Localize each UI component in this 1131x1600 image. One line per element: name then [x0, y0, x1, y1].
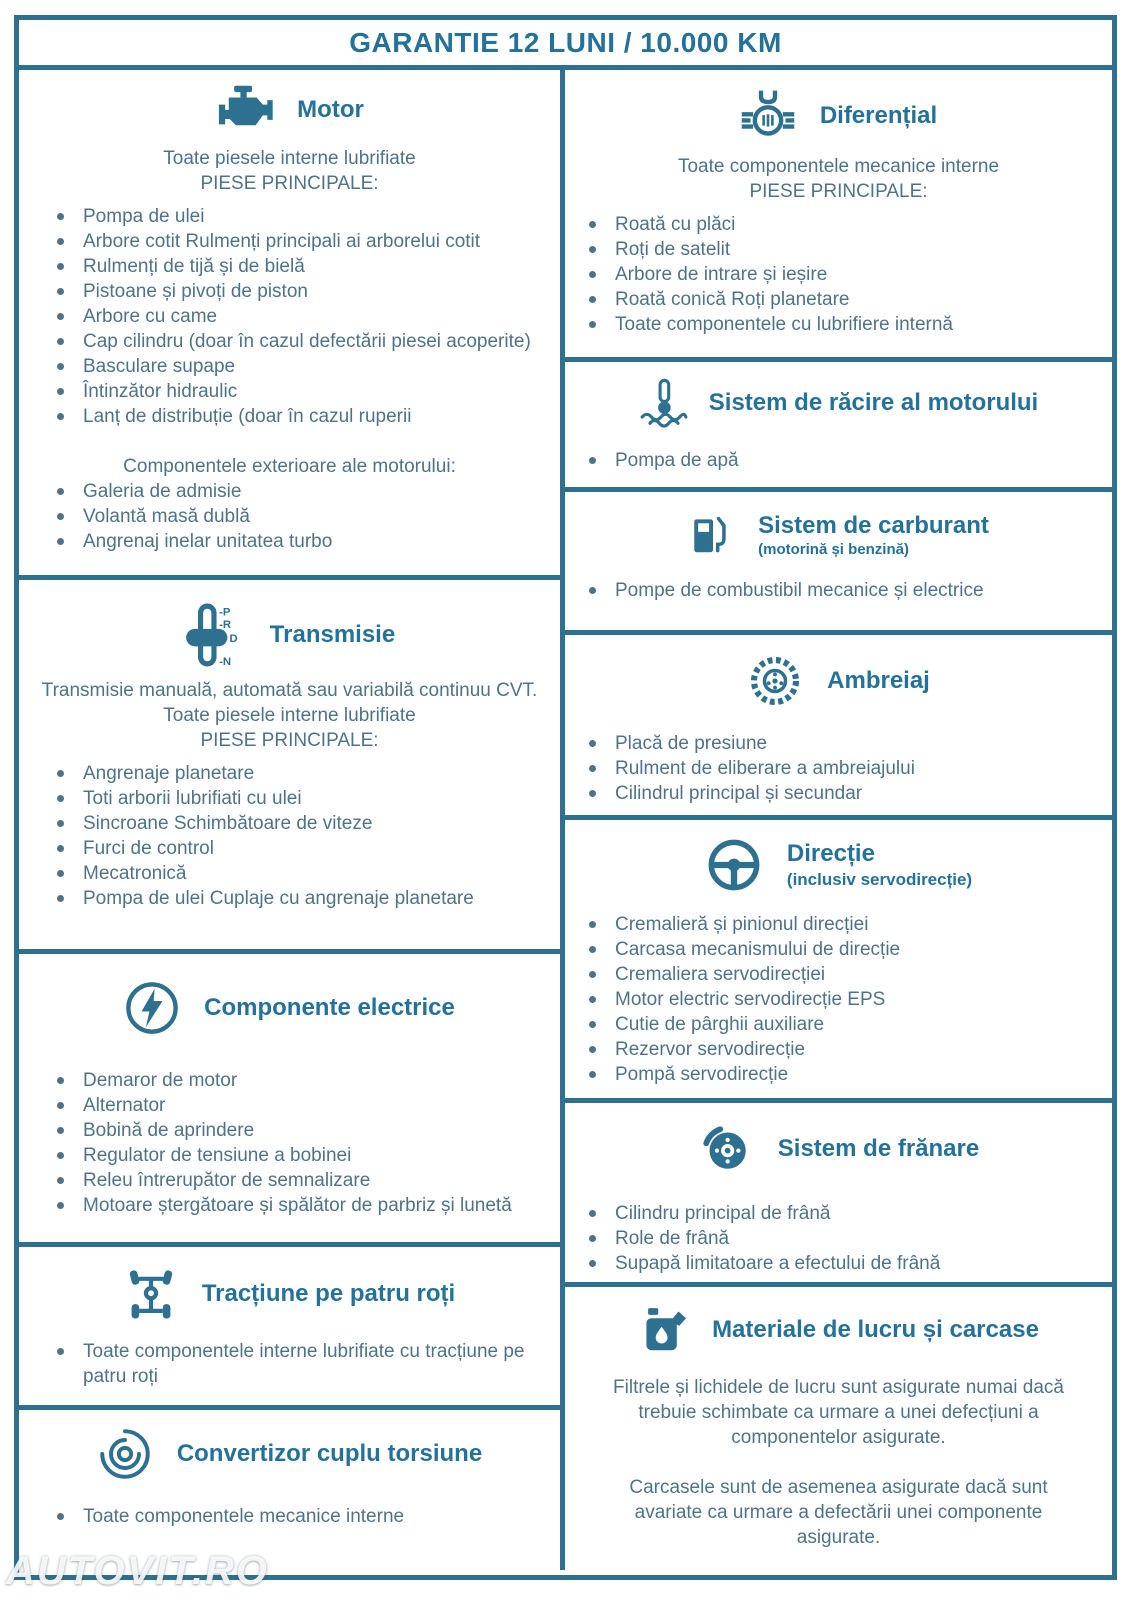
header-banner: [19, 20, 1112, 70]
list-item: Motoare ștergătoare și spălător de parbriz și lunetă: [83, 1193, 542, 1218]
columns: [19, 70, 1112, 1570]
list-item: Toate componentele interne lubrifiate cu tracțiune pe patru roți: [83, 1339, 542, 1389]
section-title: Convertizor cuplu torsiune: [176, 1440, 483, 1468]
section-items: [565, 1201, 1112, 1276]
list-item: Arbore de intrare și ieșire: [615, 262, 1096, 287]
svg-text:D: D: [229, 633, 238, 646]
clutch-disc-icon: [747, 653, 803, 709]
list-item: Rezervor servodirecție: [615, 1037, 1096, 1062]
lightning-icon: [124, 980, 180, 1036]
section-items: [19, 1504, 560, 1529]
svg-text:-P: -P: [218, 606, 231, 619]
brake-disc-icon: [698, 1121, 754, 1177]
fuel-pump-icon: [688, 508, 738, 562]
text-line: Transmisie manuală, automată sau variabilă continuu CVT.: [41, 680, 538, 701]
section-title: Diferențial: [819, 102, 938, 130]
section-title: Ambreiaj: [827, 667, 930, 695]
list-item: Pompă servodirecție: [615, 1062, 1096, 1087]
section-title: Componente electrice: [204, 994, 455, 1022]
torque-converter-icon: [97, 1426, 153, 1482]
section-items: [19, 1068, 560, 1218]
section-tractiune: [19, 1247, 560, 1410]
section-transmisie: [19, 580, 560, 954]
text-line: Componentele exterioare ale motorului:: [123, 456, 456, 477]
list-item: Pompa de ulei: [83, 204, 542, 229]
section-ambreiaj: [565, 635, 1112, 820]
oil-canister-icon: [638, 1303, 692, 1357]
section-items: [565, 578, 1112, 603]
list-item: Pompe de combustibil mecanice și electrice: [615, 578, 1096, 603]
section-items: [19, 1339, 560, 1389]
thermometer-icon: [639, 376, 689, 430]
section-diferential: [565, 70, 1112, 362]
left-column: [19, 70, 565, 1570]
list-item: Toate componentele mecanice interne: [83, 1504, 542, 1529]
section-header: [19, 1410, 560, 1482]
list-item: Furci de control: [83, 836, 542, 861]
list-item: Roată cu plăci: [615, 212, 1096, 237]
svg-text:-R: -R: [218, 618, 231, 631]
text-line: Toate componentele mecanice interne: [677, 156, 1000, 177]
section-header: [19, 1247, 560, 1323]
list-item: Regulator de tensiune a bobinei: [83, 1143, 542, 1168]
list-item: Role de frână: [615, 1226, 1096, 1251]
section-carburant: [565, 492, 1112, 635]
list-item: Angrenaje planetare: [83, 761, 542, 786]
list-item: Placă de presiune: [615, 731, 1096, 756]
section-header: [565, 635, 1112, 709]
section-subtitle: (inclusiv servodirecție): [786, 869, 973, 889]
section-items-secondary: [19, 479, 560, 554]
section-franare: [565, 1103, 1112, 1287]
section-intro: [565, 154, 1112, 204]
list-item: Cremaliera servodirecției: [615, 962, 1096, 987]
differential-icon: [740, 88, 796, 144]
section-items: [19, 761, 560, 911]
list-item: Lanț de distribuție (doar în cazul ruperii: [83, 404, 542, 429]
section-subtitle: (motorină și benzină): [758, 541, 909, 559]
list-item: Demaror de motor: [83, 1068, 542, 1093]
section-header: [565, 1103, 1112, 1177]
section-intro: [19, 678, 560, 753]
list-item: Bobină de aprindere: [83, 1118, 542, 1143]
list-item: Pompa de ulei Cuplaje cu angrenaje planetare: [83, 886, 542, 911]
section-items: [565, 212, 1112, 337]
list-item: Mecatronică: [83, 861, 542, 886]
section-items: [565, 731, 1112, 806]
section-items: [565, 912, 1112, 1087]
section-header: [565, 820, 1112, 894]
section-directie: [565, 820, 1112, 1103]
list-item: Cutie de pârghii auxiliare: [615, 1012, 1096, 1037]
list-item: Arbore cotit Rulmenți principali ai arborelui cotit: [83, 229, 542, 254]
svg-text:-N: -N: [218, 655, 231, 668]
list-item: Motor electric servodirecție EPS: [615, 987, 1096, 1012]
list-item: Angrenaj inelar unitatea turbo: [83, 529, 542, 554]
section-convertizor: [19, 1410, 560, 1570]
list-item: Cilindrul principal și secundar: [615, 781, 1096, 806]
section-header: [19, 954, 560, 1036]
list-item: Releu întrerupător de semnalizare: [83, 1168, 542, 1193]
page-title: GARANTIE 12 LUNI / 10.000 KM: [349, 26, 782, 58]
steering-wheel-icon: [705, 836, 763, 894]
list-item: Sincroane Schimbătoare de viteze: [83, 811, 542, 836]
text-line: PIESE PRINCIPALE:: [200, 730, 379, 751]
text-line: Carcasele sunt de asemenea asigurate dacă sunt avariate ca urmare a defectării unei componente asigurate.: [629, 1477, 1048, 1548]
list-item: Pistoane și pivoți de piston: [83, 279, 542, 304]
text-line: Toate piesele interne lubrifiate: [163, 148, 416, 169]
list-item: Basculare supape: [83, 354, 542, 379]
section-header: [19, 580, 560, 668]
section-subheading: [19, 454, 560, 479]
section-title: Direcție: [786, 840, 875, 868]
section-header: [565, 1287, 1112, 1357]
section-title: Materiale de lucru și carcase: [712, 1316, 1039, 1344]
section-title: Transmisie: [269, 621, 396, 649]
text-line: Toate piesele interne lubrifiate: [163, 705, 416, 726]
list-item: Volantă masă dublă: [83, 504, 542, 529]
section-title: Motor: [297, 96, 364, 124]
section-materiale: [565, 1287, 1112, 1570]
four-wheel-drive-icon: [124, 1265, 178, 1323]
list-item: Carcasa mecanismului de direcție: [615, 937, 1096, 962]
text-line: PIESE PRINCIPALE:: [749, 181, 928, 202]
list-item: Cilindru principal de frână: [615, 1201, 1096, 1226]
section-header: [565, 70, 1112, 144]
engine-icon: [215, 84, 273, 136]
list-item: Întinzător hidraulic: [83, 379, 542, 404]
list-item: Arbore cu came: [83, 304, 542, 329]
section-motor: [19, 70, 560, 580]
section-header: [19, 70, 560, 136]
list-item: Rulmenți de tijă și de bielă: [83, 254, 542, 279]
text-line: PIESE PRINCIPALE:: [200, 173, 379, 194]
section-items: [19, 204, 560, 429]
list-item: Rulment de eliberare a ambreiajului: [615, 756, 1096, 781]
section-componente-electrice: [19, 954, 560, 1247]
right-column: [565, 70, 1112, 1570]
list-item: Roți de satelit: [615, 237, 1096, 262]
list-item: Galeria de admisie: [83, 479, 542, 504]
section-title: Tracțiune pe patru roți: [201, 1280, 456, 1308]
section-title: Sistem de frănare: [777, 1135, 980, 1163]
list-item: Supapă limitatoare a efectului de frână: [615, 1251, 1096, 1276]
list-item: Cap cilindru (doar în cazul defectării piesei acoperite): [83, 329, 542, 354]
section-title: Sistem de răcire al motorului: [708, 389, 1039, 417]
list-item: Cremalieră și pinionul direcției: [615, 912, 1096, 937]
section-header: [565, 492, 1112, 562]
section-intro: [19, 146, 560, 196]
warranty-board: [14, 15, 1117, 1580]
section-items: [565, 448, 1112, 473]
section-paragraphs: [565, 1375, 1112, 1550]
list-item: Roată conică Roți planetare: [615, 287, 1096, 312]
section-racire: [565, 362, 1112, 492]
section-title: Sistem de carburant: [758, 511, 989, 539]
watermark-autovit: AUTOVIT.RO: [6, 1549, 269, 1593]
gear-shifter-icon: [184, 602, 246, 668]
list-item: Toate componentele cu lubrifiere internă: [615, 312, 1096, 337]
text-line: Filtrele și lichidele de lucru sunt asigurate numai dacă trebuie schimbate ca urmare a unei defecțiuni a componentelor asigurate.: [613, 1377, 1064, 1448]
list-item: Alternator: [83, 1093, 542, 1118]
section-header: [565, 362, 1112, 430]
list-item: Toti arborii lubrifiati cu ulei: [83, 786, 542, 811]
list-item: Pompa de apă: [615, 448, 1096, 473]
